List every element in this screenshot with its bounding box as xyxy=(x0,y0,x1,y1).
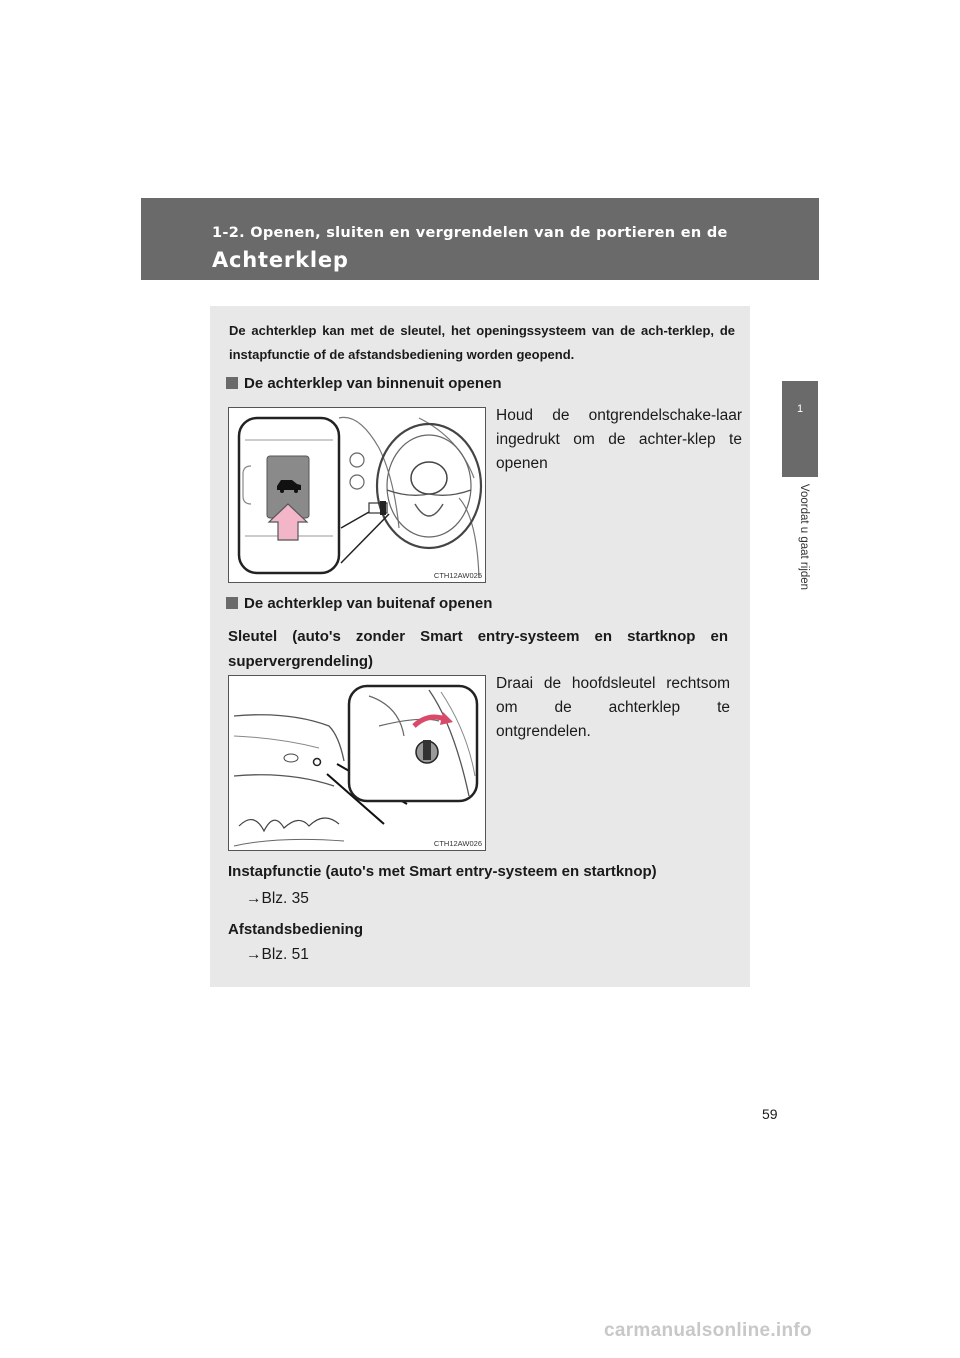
key-lock-illustration xyxy=(229,676,485,850)
chapter-subtitle: 1-2. Openen, sluiten en vergrendelen van de portieren en de xyxy=(212,225,728,241)
remote-page-ref[interactable]: →Blz. 51 xyxy=(246,946,309,963)
section-heading-outside-label: De achterklep van buitenaf openen xyxy=(244,595,493,612)
release-lever-illustration xyxy=(229,408,485,582)
chapter-number: 1 xyxy=(796,403,804,415)
chapter-header xyxy=(141,198,819,280)
page-title: Achterklep xyxy=(212,248,349,272)
entry-function-page-ref[interactable]: →Blz. 35 xyxy=(246,890,309,907)
figure-code-2: CTH12AW026 xyxy=(433,839,482,848)
figure-code-1: CTH12AW025 xyxy=(433,571,482,580)
content-box xyxy=(210,306,750,987)
instruction-inside: Houd de ontgrendelschake-laar ingedrukt om de achter-klep te openen xyxy=(496,407,742,472)
entry-function-heading: Instapfunctie (auto's met Smart entry-systeem en startknop) xyxy=(228,863,657,880)
remote-heading: Afstandsbediening xyxy=(228,921,364,938)
square-bullet-icon xyxy=(226,597,238,609)
square-bullet-icon xyxy=(226,377,238,389)
watermark: carmanualsonline.info xyxy=(604,1320,812,1341)
intro-text: De achterklep kan met de sleutel, het openingssysteem van de ach-terklep, de instapfunctie of de afstandsbediening worden geopend. xyxy=(229,323,735,362)
section-heading-inside-label: De achterklep van binnenuit openen xyxy=(244,375,502,392)
page-number: 59 xyxy=(762,1106,778,1122)
figure-release-lever xyxy=(228,407,486,583)
chapter-side-label: Voordat u gaat rijden xyxy=(798,483,810,591)
figure-key-lock xyxy=(228,675,486,851)
instruction-outside: Draai de hoofdsleutel rechtsom om de achterklep te ontgrendelen. xyxy=(496,675,730,740)
section-heading-outside xyxy=(226,595,492,612)
section-heading-inside xyxy=(226,375,502,392)
chapter-tab xyxy=(782,381,818,477)
key-heading: Sleutel (auto's zonder Smart entry-systeem en startknop en supervergrendeling) xyxy=(228,628,728,670)
